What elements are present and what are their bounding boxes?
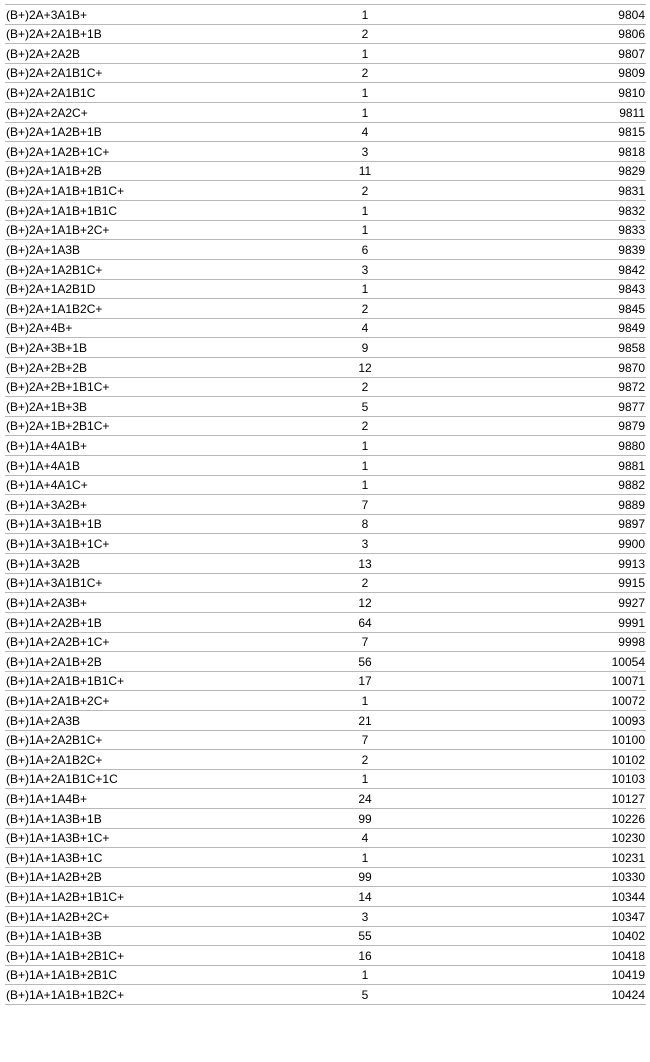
total-cell: 9815 <box>455 122 646 142</box>
total-cell: 9913 <box>455 554 646 574</box>
count-cell: 13 <box>275 554 455 574</box>
table-row <box>5 475 646 495</box>
total-cell: 10226 <box>455 808 646 828</box>
total-cell: 10347 <box>455 907 646 927</box>
table-row <box>5 24 646 44</box>
table-row <box>5 122 646 142</box>
count-cell: 4 <box>275 318 455 338</box>
total-cell: 9829 <box>455 161 646 181</box>
count-cell: 55 <box>275 926 455 946</box>
total-cell: 9880 <box>455 436 646 456</box>
code-cell: (B+)1A+2A1B+1B1C+ <box>5 671 275 691</box>
table-row <box>5 514 646 534</box>
code-cell: (B+)2A+1A1B+2C+ <box>5 220 275 240</box>
code-cell: (B+)1A+3A1B1C+ <box>5 573 275 593</box>
code-cell: (B+)1A+1A3B+1B <box>5 808 275 828</box>
total-cell: 9845 <box>455 299 646 319</box>
code-cell: (B+)1A+4A1C+ <box>5 475 275 495</box>
total-cell: 9870 <box>455 357 646 377</box>
code-cell: (B+)1A+2A1B2C+ <box>5 750 275 770</box>
table-row <box>5 926 646 946</box>
count-cell: 1 <box>275 5 455 25</box>
total-cell: 9831 <box>455 181 646 201</box>
code-cell: (B+)1A+1A1B+2B1C <box>5 965 275 985</box>
count-cell: 1 <box>275 83 455 103</box>
table-row <box>5 750 646 770</box>
table-row <box>5 83 646 103</box>
code-cell: (B+)1A+2A2B+1B <box>5 612 275 632</box>
table-row <box>5 279 646 299</box>
total-cell: 9897 <box>455 514 646 534</box>
table-row <box>5 5 646 25</box>
code-cell: (B+)2A+1A1B+1B1C+ <box>5 181 275 201</box>
count-cell: 64 <box>275 612 455 632</box>
total-cell: 9858 <box>455 338 646 358</box>
code-cell: (B+)2A+1B+2B1C+ <box>5 416 275 436</box>
count-cell: 4 <box>275 828 455 848</box>
total-cell: 9811 <box>455 103 646 123</box>
code-cell: (B+)2A+1A3B <box>5 240 275 260</box>
code-cell: (B+)1A+3A2B <box>5 554 275 574</box>
table-row <box>5 259 646 279</box>
count-cell: 1 <box>275 436 455 456</box>
data-table-container <box>5 4 646 1005</box>
table-row <box>5 161 646 181</box>
total-cell: 9806 <box>455 24 646 44</box>
total-cell: 9810 <box>455 83 646 103</box>
code-cell: (B+)1A+1A3B+1C+ <box>5 828 275 848</box>
code-cell: (B+)1A+2A3B <box>5 710 275 730</box>
count-cell: 5 <box>275 397 455 417</box>
total-cell: 10418 <box>455 946 646 966</box>
table-row <box>5 416 646 436</box>
code-cell: (B+)2A+1A1B+2B <box>5 161 275 181</box>
code-cell: (B+)2A+1A1B+1B1C <box>5 201 275 221</box>
total-cell: 10330 <box>455 867 646 887</box>
count-cell: 12 <box>275 593 455 613</box>
code-cell: (B+)2A+3A1B+ <box>5 5 275 25</box>
total-cell: 9998 <box>455 632 646 652</box>
total-cell: 10071 <box>455 671 646 691</box>
count-cell: 3 <box>275 534 455 554</box>
count-cell: 6 <box>275 240 455 260</box>
total-cell: 10127 <box>455 789 646 809</box>
code-cell: (B+)1A+1A3B+1C <box>5 848 275 868</box>
table-row <box>5 220 646 240</box>
count-cell: 2 <box>275 299 455 319</box>
total-cell: 9818 <box>455 142 646 162</box>
table-row <box>5 456 646 476</box>
total-cell: 9915 <box>455 573 646 593</box>
total-cell: 9807 <box>455 44 646 64</box>
total-cell: 10344 <box>455 887 646 907</box>
total-cell: 9872 <box>455 377 646 397</box>
code-cell: (B+)2A+2A1B+1B <box>5 24 275 44</box>
code-cell: (B+)1A+2A1B1C+1C <box>5 769 275 789</box>
table-row <box>5 612 646 632</box>
table-row <box>5 867 646 887</box>
count-cell: 2 <box>275 573 455 593</box>
code-cell: (B+)1A+1A1B+3B <box>5 926 275 946</box>
code-cell: (B+)1A+1A2B+1B1C+ <box>5 887 275 907</box>
table-row <box>5 769 646 789</box>
code-cell: (B+)1A+1A1B+1B2C+ <box>5 985 275 1005</box>
table-row <box>5 710 646 730</box>
count-cell: 2 <box>275 63 455 83</box>
total-cell: 10231 <box>455 848 646 868</box>
total-cell: 9991 <box>455 612 646 632</box>
total-cell: 10093 <box>455 710 646 730</box>
total-cell: 9832 <box>455 201 646 221</box>
table-row <box>5 299 646 319</box>
count-cell: 2 <box>275 24 455 44</box>
code-cell: (B+)2A+2B+2B <box>5 357 275 377</box>
code-cell: (B+)1A+1A1B+2B1C+ <box>5 946 275 966</box>
total-cell: 9833 <box>455 220 646 240</box>
code-cell: (B+)2A+1A2B+1B <box>5 122 275 142</box>
count-cell: 17 <box>275 671 455 691</box>
code-cell: (B+)2A+2A2B <box>5 44 275 64</box>
code-cell: (B+)1A+3A1B+1B <box>5 514 275 534</box>
count-cell: 24 <box>275 789 455 809</box>
total-cell: 9842 <box>455 259 646 279</box>
count-cell: 2 <box>275 181 455 201</box>
count-cell: 7 <box>275 495 455 515</box>
count-cell: 1 <box>275 456 455 476</box>
code-cell: (B+)1A+4A1B <box>5 456 275 476</box>
code-cell: (B+)2A+2A1B1C <box>5 83 275 103</box>
data-table <box>5 4 646 1005</box>
count-cell: 12 <box>275 357 455 377</box>
table-row <box>5 887 646 907</box>
total-cell: 9900 <box>455 534 646 554</box>
table-row <box>5 240 646 260</box>
table-row <box>5 965 646 985</box>
code-cell: (B+)1A+1A2B+2B <box>5 867 275 887</box>
count-cell: 1 <box>275 691 455 711</box>
count-cell: 56 <box>275 652 455 672</box>
table-row <box>5 397 646 417</box>
table-row <box>5 730 646 750</box>
table-row <box>5 632 646 652</box>
count-cell: 3 <box>275 142 455 162</box>
table-row <box>5 377 646 397</box>
total-cell: 10424 <box>455 985 646 1005</box>
count-cell: 1 <box>275 848 455 868</box>
code-cell: (B+)2A+4B+ <box>5 318 275 338</box>
code-cell: (B+)1A+2A2B1C+ <box>5 730 275 750</box>
count-cell: 3 <box>275 259 455 279</box>
total-cell: 9879 <box>455 416 646 436</box>
code-cell: (B+)2A+1A2B+1C+ <box>5 142 275 162</box>
table-row <box>5 44 646 64</box>
code-cell: (B+)1A+1A2B+2C+ <box>5 907 275 927</box>
table-row <box>5 338 646 358</box>
count-cell: 4 <box>275 122 455 142</box>
code-cell: (B+)1A+3A2B+ <box>5 495 275 515</box>
code-cell: (B+)2A+1A1B2C+ <box>5 299 275 319</box>
table-row <box>5 201 646 221</box>
count-cell: 11 <box>275 161 455 181</box>
total-cell: 10100 <box>455 730 646 750</box>
table-row <box>5 808 646 828</box>
code-cell: (B+)1A+2A2B+1C+ <box>5 632 275 652</box>
table-row <box>5 142 646 162</box>
total-cell: 9843 <box>455 279 646 299</box>
table-row <box>5 691 646 711</box>
count-cell: 1 <box>275 965 455 985</box>
code-cell: (B+)2A+2B+1B1C+ <box>5 377 275 397</box>
code-cell: (B+)2A+2A1B1C+ <box>5 63 275 83</box>
count-cell: 2 <box>275 377 455 397</box>
table-row <box>5 907 646 927</box>
table-row <box>5 534 646 554</box>
count-cell: 7 <box>275 730 455 750</box>
total-cell: 10402 <box>455 926 646 946</box>
count-cell: 8 <box>275 514 455 534</box>
count-cell: 1 <box>275 201 455 221</box>
count-cell: 1 <box>275 103 455 123</box>
total-cell: 9927 <box>455 593 646 613</box>
total-cell: 10102 <box>455 750 646 770</box>
table-row <box>5 789 646 809</box>
count-cell: 2 <box>275 750 455 770</box>
total-cell: 10054 <box>455 652 646 672</box>
table-row <box>5 593 646 613</box>
count-cell: 99 <box>275 808 455 828</box>
count-cell: 3 <box>275 907 455 927</box>
count-cell: 1 <box>275 769 455 789</box>
count-cell: 7 <box>275 632 455 652</box>
total-cell: 9839 <box>455 240 646 260</box>
table-row <box>5 495 646 515</box>
total-cell: 10230 <box>455 828 646 848</box>
code-cell: (B+)1A+2A3B+ <box>5 593 275 613</box>
table-row <box>5 318 646 338</box>
total-cell: 10072 <box>455 691 646 711</box>
total-cell: 9889 <box>455 495 646 515</box>
table-row <box>5 848 646 868</box>
code-cell: (B+)1A+2A1B+2C+ <box>5 691 275 711</box>
count-cell: 21 <box>275 710 455 730</box>
table-row <box>5 357 646 377</box>
code-cell: (B+)2A+1B+3B <box>5 397 275 417</box>
total-cell: 9809 <box>455 63 646 83</box>
code-cell: (B+)2A+2A2C+ <box>5 103 275 123</box>
table-row <box>5 181 646 201</box>
code-cell: (B+)1A+3A1B+1C+ <box>5 534 275 554</box>
table-row <box>5 436 646 456</box>
count-cell: 1 <box>275 279 455 299</box>
count-cell: 1 <box>275 44 455 64</box>
code-cell: (B+)1A+4A1B+ <box>5 436 275 456</box>
code-cell: (B+)1A+2A1B+2B <box>5 652 275 672</box>
table-row <box>5 573 646 593</box>
table-row <box>5 103 646 123</box>
code-cell: (B+)2A+1A2B1D <box>5 279 275 299</box>
count-cell: 1 <box>275 475 455 495</box>
table-row <box>5 652 646 672</box>
table-row <box>5 828 646 848</box>
count-cell: 2 <box>275 416 455 436</box>
total-cell: 10103 <box>455 769 646 789</box>
table-body <box>5 5 646 1005</box>
table-row <box>5 63 646 83</box>
count-cell: 9 <box>275 338 455 358</box>
table-row <box>5 671 646 691</box>
total-cell: 9877 <box>455 397 646 417</box>
table-row <box>5 985 646 1005</box>
code-cell: (B+)2A+3B+1B <box>5 338 275 358</box>
total-cell: 9881 <box>455 456 646 476</box>
code-cell: (B+)2A+1A2B1C+ <box>5 259 275 279</box>
total-cell: 10419 <box>455 965 646 985</box>
count-cell: 99 <box>275 867 455 887</box>
table-row <box>5 554 646 574</box>
count-cell: 16 <box>275 946 455 966</box>
code-cell: (B+)1A+1A4B+ <box>5 789 275 809</box>
count-cell: 5 <box>275 985 455 1005</box>
total-cell: 9804 <box>455 5 646 25</box>
total-cell: 9849 <box>455 318 646 338</box>
count-cell: 1 <box>275 220 455 240</box>
count-cell: 14 <box>275 887 455 907</box>
total-cell: 9882 <box>455 475 646 495</box>
table-row <box>5 946 646 966</box>
